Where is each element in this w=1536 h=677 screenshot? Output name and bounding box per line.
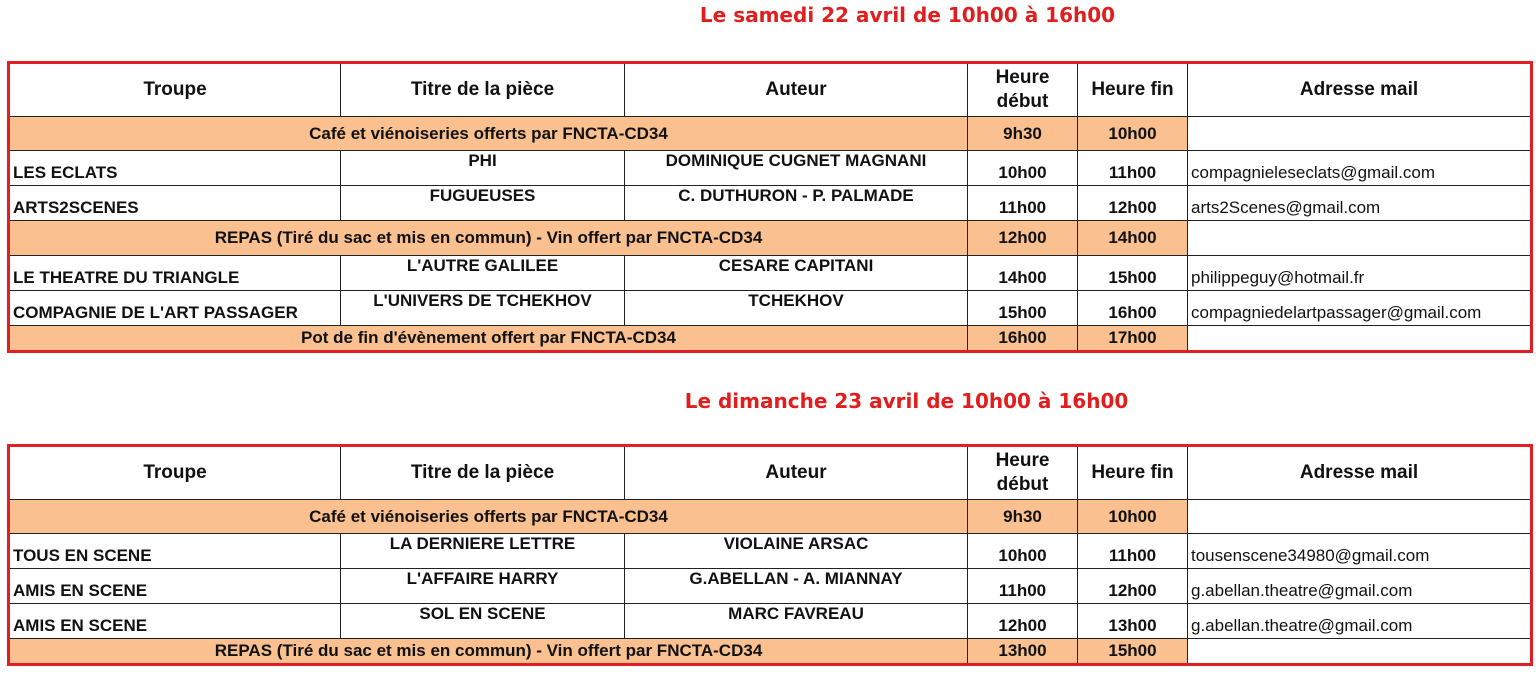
header-titre: Titre de la pièce xyxy=(341,446,625,500)
header-auteur: Auteur xyxy=(625,63,968,117)
end-time: 17h00 xyxy=(1078,326,1188,352)
table-row xyxy=(9,604,1532,639)
end-time: 15h00 xyxy=(1078,639,1188,665)
troupe-cell: ARTS2SCENES xyxy=(9,186,341,221)
band-text: Café et viénoiseries offerts par FNCTA-CD34 xyxy=(9,500,968,534)
band-row xyxy=(9,326,1532,352)
mail-link[interactable]: g.abellan.theatre@gmail.com xyxy=(1188,604,1532,639)
mail-link[interactable]: tousenscene34980@gmail.com xyxy=(1188,534,1532,569)
end-time: 10h00 xyxy=(1078,500,1188,534)
header-troupe: Troupe xyxy=(9,446,341,500)
band-row xyxy=(9,117,1532,151)
mail-link[interactable]: philippeguy@hotmail.fr xyxy=(1188,256,1532,291)
band-row xyxy=(9,221,1532,256)
mail-cell-empty xyxy=(1188,326,1532,352)
day1-title: Le samedi 22 avril de 10h00 à 16h00 xyxy=(699,3,1116,27)
table-row xyxy=(9,534,1532,569)
header-titre: Titre de la pièce xyxy=(341,63,625,117)
header-row xyxy=(9,63,1532,117)
troupe-cell: LES ECLATS xyxy=(9,151,341,186)
start-time: 12h00 xyxy=(968,604,1078,639)
mail-link[interactable]: compagnieleseclats@gmail.com xyxy=(1188,151,1532,186)
header-heure-debut-line2: début xyxy=(996,474,1049,495)
start-time: 16h00 xyxy=(968,326,1078,352)
table-row xyxy=(9,256,1532,291)
troupe-cell: AMIS EN SCENE xyxy=(9,604,341,639)
start-time: 11h00 xyxy=(968,569,1078,604)
auteur-cell: MARC FAVREAU xyxy=(625,604,968,639)
mail-link[interactable]: arts2Scenes@gmail.com xyxy=(1188,186,1532,221)
troupe-cell: COMPAGNIE DE L'ART PASSAGER xyxy=(9,291,341,326)
band-row xyxy=(9,639,1532,665)
auteur-cell: CESARE CAPITANI xyxy=(625,256,968,291)
band-row xyxy=(9,500,1532,534)
header-heure-debut xyxy=(968,446,1078,500)
start-time: 10h00 xyxy=(968,151,1078,186)
schedule-table-day1 xyxy=(7,61,1533,353)
header-heure-debut-line1: Heure xyxy=(995,67,1050,88)
start-time: 14h00 xyxy=(968,256,1078,291)
start-time: 13h00 xyxy=(968,639,1078,665)
start-time: 12h00 xyxy=(968,221,1078,256)
start-time: 9h30 xyxy=(968,500,1078,534)
auteur-cell: TCHEKHOV xyxy=(625,291,968,326)
band-text: REPAS (Tiré du sac et mis en commun) - Vin offert par FNCTA-CD34 xyxy=(9,221,968,256)
auteur-cell: VIOLAINE ARSAC xyxy=(625,534,968,569)
mail-cell-empty xyxy=(1188,639,1532,665)
start-time: 10h00 xyxy=(968,534,1078,569)
header-heure-debut xyxy=(968,63,1078,117)
end-time: 12h00 xyxy=(1078,569,1188,604)
header-row xyxy=(9,446,1532,500)
titre-cell: L'UNIVERS DE TCHEKHOV xyxy=(341,291,625,326)
table-row xyxy=(9,186,1532,221)
troupe-cell: LE THEATRE DU TRIANGLE xyxy=(9,256,341,291)
titre-cell: L'AUTRE GALILEE xyxy=(341,256,625,291)
band-text: Pot de fin d'évènement offert par FNCTA-CD34 xyxy=(9,326,968,352)
troupe-cell: TOUS EN SCENE xyxy=(9,534,341,569)
mail-link[interactable]: g.abellan.theatre@gmail.com xyxy=(1188,569,1532,604)
titre-cell: PHI xyxy=(341,151,625,186)
table-row xyxy=(9,151,1532,186)
mail-cell-empty xyxy=(1188,221,1532,256)
end-time: 10h00 xyxy=(1078,117,1188,151)
band-text: Café et viénoiseries offerts par FNCTA-CD34 xyxy=(9,117,968,151)
titre-cell: SOL EN SCENE xyxy=(341,604,625,639)
header-heure-debut-line1: Heure xyxy=(995,450,1050,471)
day2-title: Le dimanche 23 avril de 10h00 à 16h00 xyxy=(684,389,1129,413)
mail-link[interactable]: compagniedelartpassager@gmail.com xyxy=(1188,291,1532,326)
mail-cell-empty xyxy=(1188,117,1532,151)
troupe-cell: AMIS EN SCENE xyxy=(9,569,341,604)
end-time: 13h00 xyxy=(1078,604,1188,639)
titre-cell: FUGUEUSES xyxy=(341,186,625,221)
header-auteur: Auteur xyxy=(625,446,968,500)
titre-cell: LA DERNIERE LETTRE xyxy=(341,534,625,569)
header-mail: Adresse mail xyxy=(1188,63,1532,117)
end-time: 12h00 xyxy=(1078,186,1188,221)
header-heure-debut-line2: début xyxy=(996,91,1049,112)
schedule-table-day2 xyxy=(7,444,1533,666)
end-time: 16h00 xyxy=(1078,291,1188,326)
table-row xyxy=(9,569,1532,604)
table-row xyxy=(9,291,1532,326)
titre-cell: L'AFFAIRE HARRY xyxy=(341,569,625,604)
end-time: 14h00 xyxy=(1078,221,1188,256)
header-troupe: Troupe xyxy=(9,63,341,117)
end-time: 11h00 xyxy=(1078,151,1188,186)
start-time: 15h00 xyxy=(968,291,1078,326)
end-time: 11h00 xyxy=(1078,534,1188,569)
band-text: REPAS (Tiré du sac et mis en commun) - Vin offert par FNCTA-CD34 xyxy=(9,639,968,665)
auteur-cell: DOMINIQUE CUGNET MAGNANI xyxy=(625,151,968,186)
header-heure-fin: Heure fin xyxy=(1078,63,1188,117)
start-time: 11h00 xyxy=(968,186,1078,221)
start-time: 9h30 xyxy=(968,117,1078,151)
auteur-cell: C. DUTHURON - P. PALMADE xyxy=(625,186,968,221)
header-mail: Adresse mail xyxy=(1188,446,1532,500)
end-time: 15h00 xyxy=(1078,256,1188,291)
auteur-cell: G.ABELLAN - A. MIANNAY xyxy=(625,569,968,604)
header-heure-fin: Heure fin xyxy=(1078,446,1188,500)
mail-cell-empty xyxy=(1188,500,1532,534)
